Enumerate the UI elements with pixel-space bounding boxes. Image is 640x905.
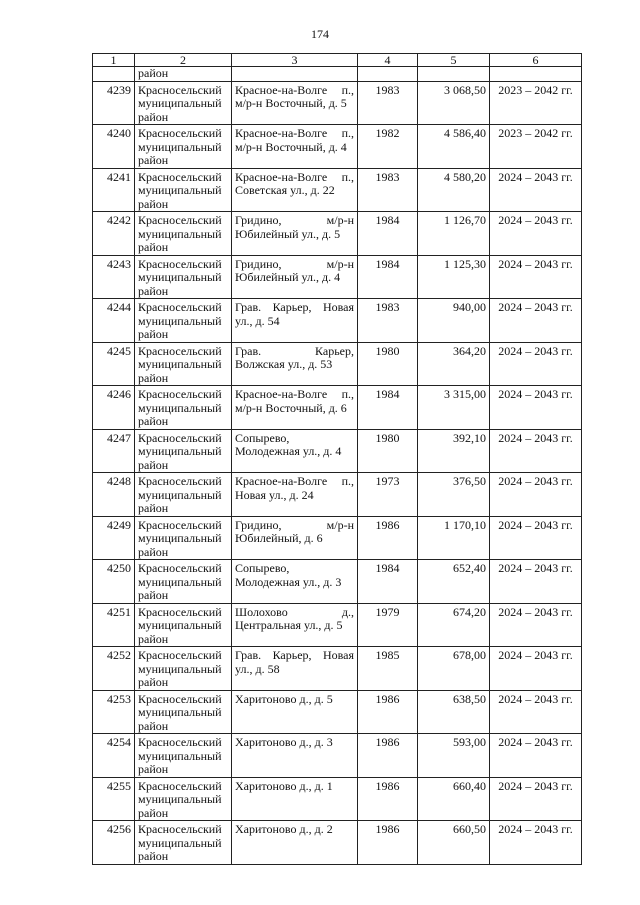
table-row — [93, 560, 582, 604]
district-cell: Красносельский муниципальный район — [135, 255, 232, 299]
column-header: 6 — [490, 54, 582, 67]
table-row — [93, 342, 582, 386]
district-cell: Красносельский муниципальный район — [135, 777, 232, 821]
area-cell: 3 068,50 — [418, 81, 490, 125]
address-cell: Красное-на-Волге п., м/р-н Восточный, д. 6 — [232, 386, 358, 430]
address-cell: Харитоново д., д. 3 — [232, 734, 358, 778]
table-row — [93, 386, 582, 430]
district-cell: Красносельский муниципальный район — [135, 342, 232, 386]
year-cell: 1985 — [358, 647, 418, 691]
area-cell: 4 580,20 — [418, 168, 490, 212]
year-cell: 1986 — [358, 734, 418, 778]
continuation-row — [93, 67, 582, 82]
year-cell: 1984 — [358, 560, 418, 604]
area-cell: 674,20 — [418, 603, 490, 647]
empty-cell — [490, 67, 582, 82]
column-number-row — [93, 54, 582, 67]
year-cell: 1983 — [358, 299, 418, 343]
row-number-cell: 4241 — [93, 168, 135, 212]
area-cell: 678,00 — [418, 647, 490, 691]
table-row — [93, 516, 582, 560]
address-cell: Красное-на-Волге п., м/р-н Восточный, д. 4 — [232, 125, 358, 169]
row-number-cell: 4247 — [93, 429, 135, 473]
district-cell: Красносельский муниципальный район — [135, 690, 232, 734]
row-number-cell: 4253 — [93, 690, 135, 734]
year-cell: 1984 — [358, 386, 418, 430]
table-row — [93, 81, 582, 125]
period-cell: 2023 – 2042 гг. — [490, 125, 582, 169]
period-cell: 2024 – 2043 гг. — [490, 560, 582, 604]
year-cell: 1983 — [358, 168, 418, 212]
period-cell: 2024 – 2043 гг. — [490, 603, 582, 647]
period-cell: 2024 – 2043 гг. — [490, 821, 582, 865]
row-number-cell: 4242 — [93, 212, 135, 256]
district-cell: Красносельский муниципальный район — [135, 212, 232, 256]
table-row — [93, 647, 582, 691]
district-cell: Красносельский муниципальный район — [135, 168, 232, 212]
row-number-cell: 4249 — [93, 516, 135, 560]
table-row — [93, 734, 582, 778]
period-cell: 2024 – 2043 гг. — [490, 299, 582, 343]
table-row — [93, 603, 582, 647]
address-cell: Харитоново д., д. 2 — [232, 821, 358, 865]
column-header: 3 — [232, 54, 358, 67]
area-cell: 4 586,40 — [418, 125, 490, 169]
area-cell: 3 315,00 — [418, 386, 490, 430]
year-cell: 1986 — [358, 516, 418, 560]
table-row — [93, 168, 582, 212]
column-header: 5 — [418, 54, 490, 67]
address-cell: Грав. Карьер, Новая ул., д. 58 — [232, 647, 358, 691]
period-cell: 2024 – 2043 гг. — [490, 647, 582, 691]
address-cell: Красное-на-Волге п., м/р-н Восточный, д. 5 — [232, 81, 358, 125]
district-cell: Красносельский муниципальный район — [135, 299, 232, 343]
district-cell: Красносельский муниципальный район — [135, 429, 232, 473]
table-row — [93, 299, 582, 343]
year-cell: 1980 — [358, 342, 418, 386]
district-cell: Красносельский муниципальный район — [135, 386, 232, 430]
district-cell: Красносельский муниципальный район — [135, 125, 232, 169]
area-cell: 376,50 — [418, 473, 490, 517]
district-cell: Красносельский муниципальный район — [135, 821, 232, 865]
column-header: 1 — [93, 54, 135, 67]
year-cell: 1979 — [358, 603, 418, 647]
row-number-cell: 4248 — [93, 473, 135, 517]
continuation-cell: район — [135, 67, 232, 82]
table-row — [93, 255, 582, 299]
empty-cell — [358, 67, 418, 82]
row-number-cell: 4244 — [93, 299, 135, 343]
column-header: 4 — [358, 54, 418, 67]
period-cell: 2023 – 2042 гг. — [490, 81, 582, 125]
address-cell: Гридино, м/р-н Юбилейный ул., д. 5 — [232, 212, 358, 256]
year-cell: 1984 — [358, 255, 418, 299]
year-cell: 1984 — [358, 212, 418, 256]
row-number-cell: 4239 — [93, 81, 135, 125]
area-cell: 392,10 — [418, 429, 490, 473]
row-number-cell: 4252 — [93, 647, 135, 691]
housing-table — [92, 53, 582, 865]
district-cell: Красносельский муниципальный район — [135, 473, 232, 517]
empty-cell — [232, 67, 358, 82]
address-cell: Красное-на-Волге п., Советская ул., д. 22 — [232, 168, 358, 212]
area-cell: 660,40 — [418, 777, 490, 821]
row-number-cell: 4243 — [93, 255, 135, 299]
area-cell: 1 170,10 — [418, 516, 490, 560]
period-cell: 2024 – 2043 гг. — [490, 473, 582, 517]
page-number: 174 — [311, 27, 329, 41]
empty-cell — [418, 67, 490, 82]
area-cell: 364,20 — [418, 342, 490, 386]
period-cell: 2024 – 2043 гг. — [490, 690, 582, 734]
column-header: 2 — [135, 54, 232, 67]
district-cell: Красносельский муниципальный район — [135, 647, 232, 691]
year-cell: 1983 — [358, 81, 418, 125]
year-cell: 1986 — [358, 821, 418, 865]
table-body — [93, 54, 582, 865]
year-cell: 1980 — [358, 429, 418, 473]
address-cell: Шолохово д., Центральная ул., д. 5 — [232, 603, 358, 647]
district-cell: Красносельский муниципальный район — [135, 560, 232, 604]
period-cell: 2024 – 2043 гг. — [490, 429, 582, 473]
district-cell: Красносельский муниципальный район — [135, 516, 232, 560]
table-row — [93, 212, 582, 256]
table-row — [93, 429, 582, 473]
address-cell: Грав. Карьер, Новая ул., д. 54 — [232, 299, 358, 343]
address-cell: Харитоново д., д. 1 — [232, 777, 358, 821]
period-cell: 2024 – 2043 гг. — [490, 734, 582, 778]
address-cell: Сопырево, Молодежная ул., д. 4 — [232, 429, 358, 473]
address-cell: Гридино, м/р-н Юбилейный, д. 6 — [232, 516, 358, 560]
area-cell: 940,00 — [418, 299, 490, 343]
address-cell: Сопырево, Молодежная ул., д. 3 — [232, 560, 358, 604]
area-cell: 1 126,70 — [418, 212, 490, 256]
period-cell: 2024 – 2043 гг. — [490, 777, 582, 821]
address-cell: Гридино, м/р-н Юбилейный ул., д. 4 — [232, 255, 358, 299]
year-cell: 1986 — [358, 777, 418, 821]
year-cell: 1986 — [358, 690, 418, 734]
district-cell: Красносельский муниципальный район — [135, 603, 232, 647]
row-number-cell: 4240 — [93, 125, 135, 169]
row-number-cell: 4255 — [93, 777, 135, 821]
table-row — [93, 690, 582, 734]
area-cell: 660,50 — [418, 821, 490, 865]
district-cell: Красносельский муниципальный район — [135, 81, 232, 125]
table-row — [93, 473, 582, 517]
row-number-cell: 4256 — [93, 821, 135, 865]
period-cell: 2024 – 2043 гг. — [490, 168, 582, 212]
year-cell: 1982 — [358, 125, 418, 169]
year-cell: 1973 — [358, 473, 418, 517]
period-cell: 2024 – 2043 гг. — [490, 516, 582, 560]
row-number-cell: 4251 — [93, 603, 135, 647]
area-cell: 652,40 — [418, 560, 490, 604]
empty-cell — [93, 67, 135, 82]
period-cell: 2024 – 2043 гг. — [490, 342, 582, 386]
table-row — [93, 125, 582, 169]
address-cell: Грав. Карьер, Волжская ул., д. 53 — [232, 342, 358, 386]
address-cell: Харитоново д., д. 5 — [232, 690, 358, 734]
row-number-cell: 4246 — [93, 386, 135, 430]
district-cell: Красносельский муниципальный район — [135, 734, 232, 778]
area-cell: 638,50 — [418, 690, 490, 734]
address-cell: Красное-на-Волге п., Новая ул., д. 24 — [232, 473, 358, 517]
period-cell: 2024 – 2043 гг. — [490, 386, 582, 430]
row-number-cell: 4250 — [93, 560, 135, 604]
table-row — [93, 777, 582, 821]
table-row — [93, 821, 582, 865]
row-number-cell: 4254 — [93, 734, 135, 778]
area-cell: 593,00 — [418, 734, 490, 778]
row-number-cell: 4245 — [93, 342, 135, 386]
area-cell: 1 125,30 — [418, 255, 490, 299]
period-cell: 2024 – 2043 гг. — [490, 212, 582, 256]
period-cell: 2024 – 2043 гг. — [490, 255, 582, 299]
